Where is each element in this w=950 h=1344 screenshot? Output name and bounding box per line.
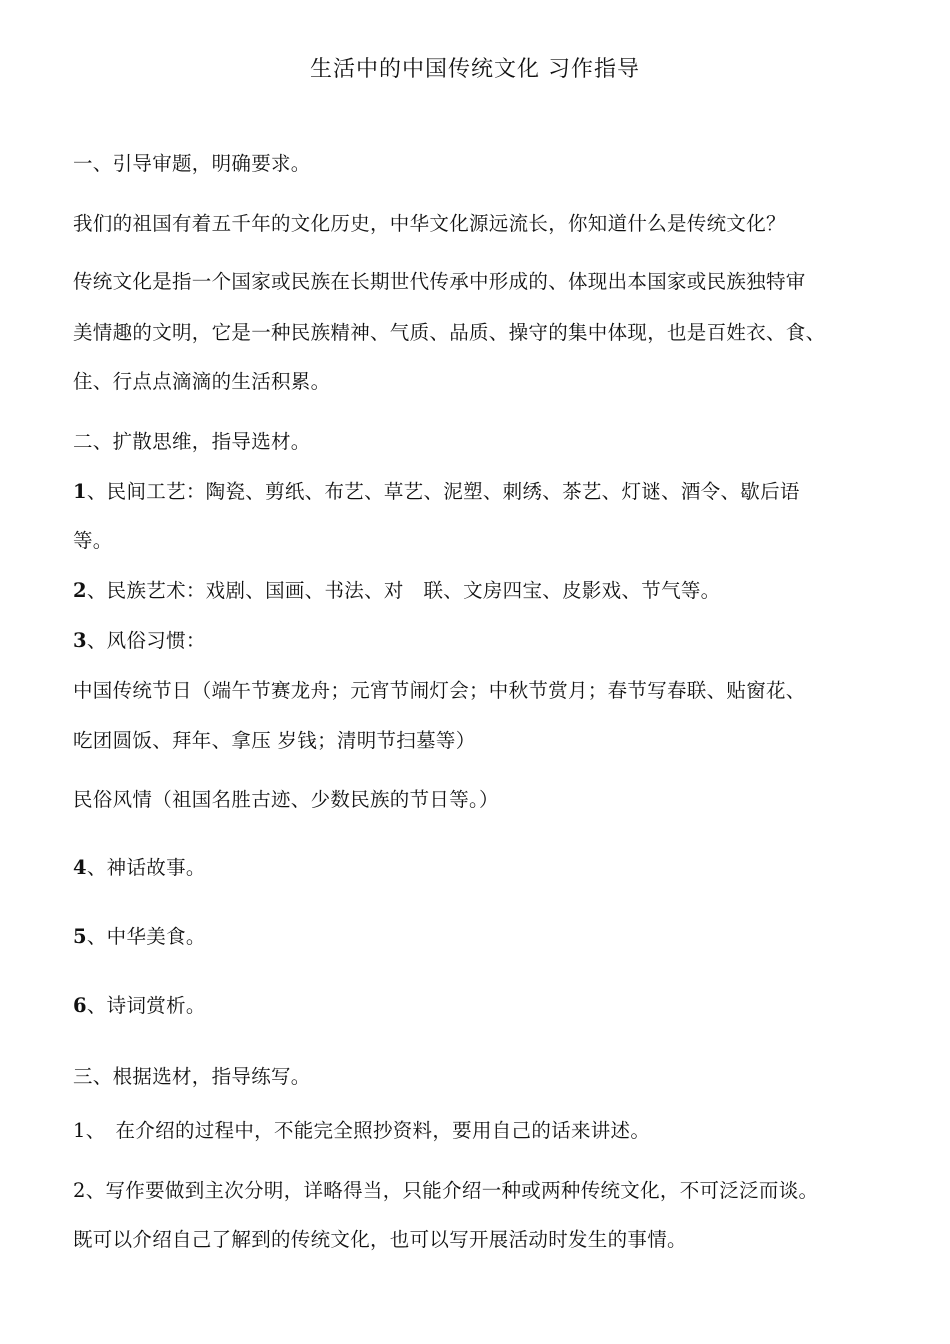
section2-item1-line2: 等。 xyxy=(73,529,113,552)
item-text: 、民间工艺：陶瓷、剪纸、布艺、草艺、泥塑、刺绣、茶艺、灯谜、酒令、歇后语 xyxy=(86,480,800,503)
item-text: 、民族艺术：戏剧、国画、书法、对 联、文房四宝、皮影戏、节气等。 xyxy=(86,579,721,602)
section3-item1: 1、 在介绍的过程中，不能完全照抄资料，要用自己的话来讲述。 xyxy=(73,1119,651,1142)
item-text: 、风俗习惯： xyxy=(86,629,206,652)
document-title: 生活中的中国传统文化 习作指导 xyxy=(310,57,640,82)
section3-item2-line2: 既可以介绍自己了解到的传统文化，也可以写开展活动时发生的事情。 xyxy=(73,1228,687,1251)
item-number: 1 xyxy=(73,480,87,503)
customs-line: 民俗风情（祖国名胜古迹、少数民族的节日等。） xyxy=(73,788,499,811)
section2-item5 xyxy=(73,921,903,953)
section2-item2 xyxy=(73,575,903,607)
section2-heading: 二、扩散思维，指导选材。 xyxy=(73,430,311,453)
section1-paragraph2-line3: 住、行点点滴滴的生活积累。 xyxy=(73,370,331,393)
section2-item3 xyxy=(73,625,903,657)
item-text: 、诗词赏析。 xyxy=(86,994,206,1017)
festivals-line1: 中国传统节日（端午节赛龙舟；元宵节闹灯会；中秋节赏月；春节写春联、贴窗花、 xyxy=(73,679,806,702)
section2-item4 xyxy=(73,852,903,884)
section1-paragraph1: 我们的祖国有着五千年的文化历史，中华文化源远流长，你知道什么是传统文化？ xyxy=(73,212,786,235)
section2-item1-line1 xyxy=(73,476,903,508)
item-text: 、中华美食。 xyxy=(86,925,206,948)
item-text: 、神话故事。 xyxy=(86,856,206,879)
section3-item2-line1: 2、写作要做到主次分明，详略得当，只能介绍一种或两种传统文化，不可泛泛而谈。 xyxy=(73,1179,819,1202)
section2-item6 xyxy=(73,990,903,1022)
section1-paragraph2-line1: 传统文化是指一个国家或民族在长期世代传承中形成的、体现出本国家或民族独特审 xyxy=(73,270,806,293)
section1-heading: 一、引导审题，明确要求。 xyxy=(73,152,311,175)
festivals-line2: 吃团圆饭、拜年、拿压 岁钱；清明节扫墓等） xyxy=(73,729,476,752)
item-number: 3 xyxy=(73,629,87,652)
item-number: 6 xyxy=(73,994,87,1017)
section1-paragraph2-line2: 美情趣的文明，它是一种民族精神、气质、品质、操守的集中体现，也是百姓衣、食、 xyxy=(73,321,826,344)
item-number: 2 xyxy=(73,579,87,602)
item-number: 4 xyxy=(73,856,87,879)
section3-heading: 三、根据选材，指导练写。 xyxy=(73,1065,311,1088)
item-number: 5 xyxy=(73,925,87,948)
